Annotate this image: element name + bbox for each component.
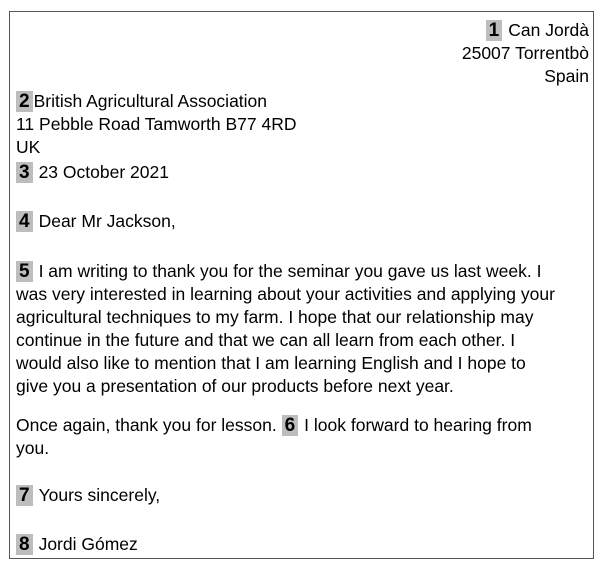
recipient-line-3: UK	[16, 137, 41, 157]
marker-5: 5	[16, 261, 33, 282]
marker-1: 1	[486, 20, 503, 41]
body-line: would also like to mention that I am learning English and I hope to	[16, 353, 526, 373]
body-line: I am writing to thank you for the seminar you gave us last week. I	[38, 261, 542, 281]
salutation-text: Dear Mr Jackson,	[38, 211, 176, 231]
marker-7: 7	[16, 485, 33, 506]
marker-2: 2	[16, 91, 33, 112]
recipient-line-1: British Agricultural Association	[33, 91, 268, 111]
date-line	[16, 161, 169, 184]
recipient-address	[16, 90, 297, 159]
sender-line-2: 25007 Torrentbò	[461, 43, 589, 63]
recipient-line-2: 11 Pebble Road Tamworth B77 4RD	[16, 114, 297, 134]
signature-line	[16, 533, 138, 556]
closing-text-after: I look forward to hearing from	[304, 415, 532, 435]
marker-6: 6	[282, 415, 299, 436]
salutation-line	[16, 210, 176, 233]
body-line: was very interested in learning about your activities and applying your	[16, 284, 555, 304]
marker-3: 3	[16, 162, 33, 183]
letter-frame	[9, 11, 594, 559]
closing-paragraph	[16, 414, 594, 460]
signature-name: Jordi Gómez	[38, 534, 138, 554]
closing-text-before: Once again, thank you for lesson.	[16, 415, 277, 435]
marker-8: 8	[16, 534, 33, 555]
date-text: 23 October 2021	[38, 162, 169, 182]
signoff-text: Yours sincerely,	[38, 485, 161, 505]
body-line: continue in the future and that we can all learn from each other. I	[16, 330, 516, 350]
body-line: agricultural techniques to my farm. I hope that our relationship may	[16, 307, 534, 327]
marker-4: 4	[16, 211, 33, 232]
sender-line-1: Can Jordà	[508, 20, 589, 40]
body-paragraph	[16, 260, 594, 398]
sender-line-3: Spain	[544, 66, 589, 86]
signoff-line	[16, 484, 160, 507]
sender-address	[462, 19, 589, 88]
body-line: give you a presentation of our products before next year.	[16, 376, 454, 396]
closing-text-line-2: you.	[16, 438, 50, 458]
